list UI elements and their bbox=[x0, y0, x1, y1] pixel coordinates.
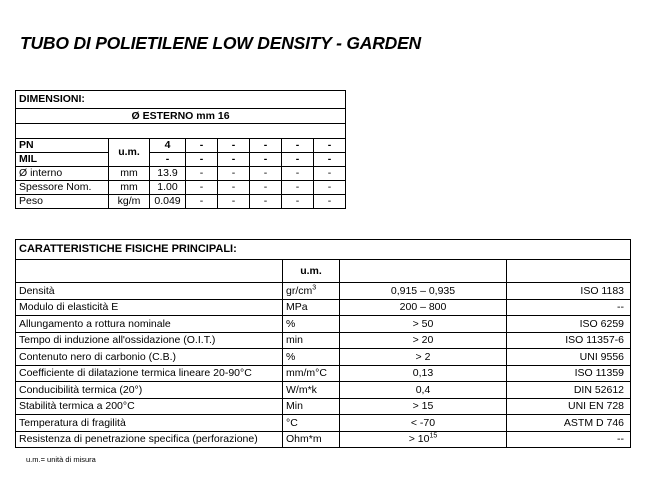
property-value-text: > 2 bbox=[415, 350, 431, 363]
property-um-text: °C bbox=[286, 416, 298, 429]
property-row bbox=[16, 299, 631, 316]
property-name: Temperatura di fragilità bbox=[16, 415, 283, 432]
property-name: Modulo di elasticità E bbox=[16, 299, 283, 316]
property-value bbox=[340, 283, 507, 300]
um-column-header: u.m. bbox=[283, 260, 340, 283]
header-blank-cell bbox=[340, 260, 507, 283]
dimension-value: 0.049 bbox=[150, 195, 186, 209]
dimension-value: - bbox=[314, 167, 346, 181]
property-row bbox=[16, 316, 631, 333]
property-value-text: > 20 bbox=[412, 334, 434, 346]
dimension-value: - bbox=[150, 153, 186, 167]
property-value bbox=[340, 415, 507, 432]
property-um bbox=[283, 332, 340, 349]
property-row bbox=[16, 349, 631, 366]
dimension-label: MIL bbox=[16, 153, 109, 167]
dimension-value: - bbox=[218, 181, 250, 195]
dimension-value: - bbox=[250, 181, 282, 195]
property-um-text: mm/m°C bbox=[286, 367, 327, 379]
dimension-um: mm bbox=[109, 167, 150, 181]
property-norm: UNI EN 728 bbox=[507, 398, 631, 415]
dimension-value: - bbox=[186, 167, 218, 181]
dimension-value: - bbox=[186, 181, 218, 195]
dimensions-header: DIMENSIONI: bbox=[16, 91, 346, 109]
header-blank-cell bbox=[507, 260, 631, 283]
property-um-text: gr/cm bbox=[286, 284, 313, 297]
dimension-value: - bbox=[218, 153, 250, 167]
footnote: u.m.= unità di misura bbox=[26, 455, 96, 464]
property-row bbox=[16, 431, 631, 448]
dimension-value: - bbox=[218, 167, 250, 181]
property-value-text: > 50 bbox=[412, 317, 434, 330]
property-name: Conducibilità termica (20°) bbox=[16, 382, 283, 399]
dimension-value: - bbox=[186, 139, 218, 153]
property-um-text: MPa bbox=[286, 301, 308, 313]
dimension-value: - bbox=[314, 153, 346, 167]
dimension-um: kg/m bbox=[109, 195, 150, 209]
property-value-text: 200 – 800 bbox=[399, 301, 447, 313]
property-um bbox=[283, 398, 340, 415]
header-blank-cell bbox=[16, 260, 283, 283]
property-row bbox=[16, 365, 631, 382]
property-um bbox=[283, 382, 340, 399]
dimension-value: - bbox=[250, 153, 282, 167]
property-um bbox=[283, 365, 340, 382]
properties-table bbox=[15, 239, 631, 448]
dimension-value: - bbox=[282, 139, 314, 153]
outer-diameter-label: Ø ESTERNO mm 16 bbox=[16, 109, 346, 124]
property-row bbox=[16, 398, 631, 415]
property-value bbox=[340, 365, 507, 382]
property-value bbox=[340, 349, 507, 366]
property-name: Coefficiente di dilatazione termica lineare 20-90°C bbox=[16, 365, 283, 382]
property-name: Allungamento a rottura nominale bbox=[16, 316, 283, 333]
property-row bbox=[16, 415, 631, 432]
dimension-value: 1.00 bbox=[150, 181, 186, 195]
dimension-value: - bbox=[186, 153, 218, 167]
dimension-value: - bbox=[282, 195, 314, 209]
property-value-text: 0,4 bbox=[415, 383, 431, 396]
property-um-text: W/m*k bbox=[286, 383, 317, 396]
property-value-text: < -70 bbox=[410, 416, 436, 429]
property-norm: ISO 11359 bbox=[507, 365, 631, 382]
property-value-text: > 10 bbox=[408, 433, 430, 445]
dimension-value: - bbox=[282, 153, 314, 167]
property-norm: ISO 11357-6 bbox=[507, 332, 631, 349]
property-um bbox=[283, 415, 340, 432]
property-um-text: Min bbox=[286, 400, 303, 412]
property-name: Resistenza di penetrazione specifica (perforazione) bbox=[16, 431, 283, 448]
dimension-value: - bbox=[250, 167, 282, 181]
dimension-label: Spessore Nom. bbox=[16, 181, 109, 195]
dimension-value: - bbox=[218, 139, 250, 153]
property-um bbox=[283, 431, 340, 448]
property-um bbox=[283, 299, 340, 316]
dimension-value: - bbox=[186, 195, 218, 209]
property-norm: -- bbox=[507, 299, 631, 316]
properties-header: CARATTERISTICHE FISICHE PRINCIPALI: bbox=[16, 240, 631, 260]
spacer-row bbox=[16, 124, 346, 139]
property-norm: ASTM D 746 bbox=[507, 415, 631, 432]
property-um bbox=[283, 283, 340, 300]
property-value bbox=[340, 316, 507, 333]
dimensions-table bbox=[15, 90, 346, 209]
property-norm: DIN 52612 bbox=[507, 382, 631, 399]
property-row bbox=[16, 382, 631, 399]
property-norm: ISO 6259 bbox=[507, 316, 631, 333]
property-value bbox=[340, 382, 507, 399]
property-name: Stabilità termica a 200°C bbox=[16, 398, 283, 415]
property-um-text: % bbox=[286, 350, 296, 363]
property-um bbox=[283, 349, 340, 366]
property-value bbox=[340, 299, 507, 316]
property-um bbox=[283, 316, 340, 333]
property-um-exponent: 3 bbox=[312, 284, 317, 291]
property-value-text: 0,915 – 0,935 bbox=[390, 284, 456, 297]
dimension-label: Ø interno bbox=[16, 167, 109, 181]
dimension-value: 13.9 bbox=[150, 167, 186, 181]
property-um-text: Ohm*m bbox=[286, 433, 322, 445]
dimension-label: Peso bbox=[16, 195, 109, 209]
dimension-value: - bbox=[282, 167, 314, 181]
dimensions-row bbox=[16, 167, 346, 181]
dimension-value: 4 bbox=[150, 139, 186, 153]
property-name: Densità bbox=[16, 283, 283, 300]
dimension-value: - bbox=[250, 139, 282, 153]
dimension-um: mm bbox=[109, 181, 150, 195]
property-row bbox=[16, 283, 631, 300]
dimension-value: - bbox=[250, 195, 282, 209]
dimension-value: - bbox=[282, 181, 314, 195]
property-um-text: % bbox=[286, 317, 296, 330]
property-value-text: 0,13 bbox=[412, 367, 434, 379]
dimensions-row bbox=[16, 139, 346, 153]
dimension-value: - bbox=[314, 139, 346, 153]
property-norm: UNI 9556 bbox=[507, 349, 631, 366]
dimensions-row bbox=[16, 153, 346, 167]
dimensions-row bbox=[16, 195, 346, 209]
dimension-label: PN bbox=[16, 139, 109, 153]
dimensions-row bbox=[16, 181, 346, 195]
dimension-value: - bbox=[218, 195, 250, 209]
property-name: Tempo di induzione all'ossidazione (O.I.T.) bbox=[16, 332, 283, 349]
property-value-exponent: 15 bbox=[429, 432, 438, 440]
property-value-text: > 15 bbox=[412, 400, 434, 412]
property-name: Contenuto nero di carbonio (C.B.) bbox=[16, 349, 283, 366]
property-row bbox=[16, 332, 631, 349]
dimension-value: - bbox=[314, 195, 346, 209]
dimension-value: - bbox=[314, 181, 346, 195]
property-value bbox=[340, 332, 507, 349]
property-norm: ISO 1183 bbox=[507, 283, 631, 300]
property-value bbox=[340, 398, 507, 415]
dimension-um-header: u.m. bbox=[109, 139, 150, 167]
document-title: TUBO DI POLIETILENE LOW DENSITY - GARDEN bbox=[20, 33, 421, 53]
property-norm: -- bbox=[507, 431, 631, 448]
property-um-text: min bbox=[286, 334, 303, 346]
property-value bbox=[340, 431, 507, 448]
